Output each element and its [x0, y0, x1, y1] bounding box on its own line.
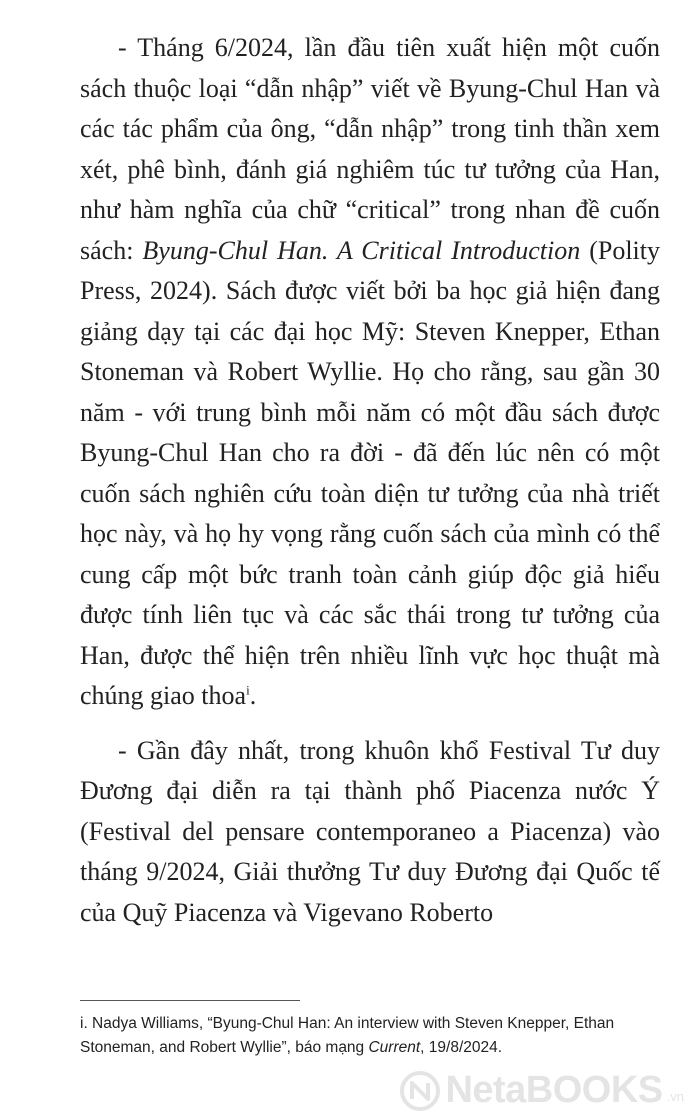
- paragraph-1-text: - Tháng 6/2024, lần đầu tiên xuất hiện một cuốn sách thuộc loại “dẫn nhập” viết về Byung-Chul Han và các tác phẩm của ông, “dẫn nhập” trong tinh thần xem xét, phê bình, đánh giá nghiêm túc tư tưởng của Han, như hàm nghĩa của chữ “critical” trong nhan đề cuốn sách:: [80, 33, 660, 265]
- watermark: [399, 1069, 684, 1112]
- footnote-reference[interactable]: i: [246, 682, 250, 698]
- watermark-tld: .vn: [666, 1089, 684, 1104]
- footnote-mark: i.: [80, 1015, 88, 1032]
- footnote-source: Current: [368, 1039, 421, 1056]
- footnote-date: , 19/8/2024.: [420, 1039, 503, 1056]
- paragraph-1-text-continued: (Polity Press, 2024). Sách được viết bởi ba học giả hiện đang giảng dạy tại các đại học Mỹ: Steven Knepper, Ethan Stoneman và Robert Wyllie. Họ cho rằng, sau gần 30 năm - với trung bình mỗi năm có một đầu sách được Byung-Chul Han cho ra đời - đã đến lúc nên có một cuốn sách nghiên cứu toàn diện tư tưởng của nhà triết học này, và họ hy vọng rằng cuốn sách của mình có thể cung cấp một bức tranh toàn cảnh giúp độc giả hiểu được tính liên tục và các sắc thái trong tư tưởng của Han, được thể hiện trên nhiều lĩnh vực học thuật mà chúng giao thoa: [80, 235, 660, 710]
- book-title: Byung-Chul Han. A Critical Introduction: [142, 235, 581, 265]
- watermark-text: NetaBOOKS: [445, 1069, 663, 1111]
- paragraph-1: [80, 28, 660, 717]
- footnote-text: Nadya Williams, “Byung-Chul Han: An interview with Steven Knepper, Ethan Stoneman, and Robert Wyllie”, báo mạng: [80, 1015, 615, 1056]
- neta-logo-icon: [399, 1070, 441, 1112]
- paragraph-2: - Gần đây nhất, trong khuôn khổ Festival Tư duy Đương đại diễn ra tại thành phố Piacenza nước Ý (Festival del pensare contemporaneo a Piacenza) vào tháng 9/2024, Giải thưởng Tư duy Đương đại Quốc tế của Quỹ Piacenza và Vigevano Roberto: [80, 735, 660, 927]
- paragraph-1-end: .: [249, 681, 257, 710]
- footnote-divider: [80, 1000, 300, 1001]
- page-body: [80, 28, 660, 933]
- footnote: [80, 1012, 660, 1060]
